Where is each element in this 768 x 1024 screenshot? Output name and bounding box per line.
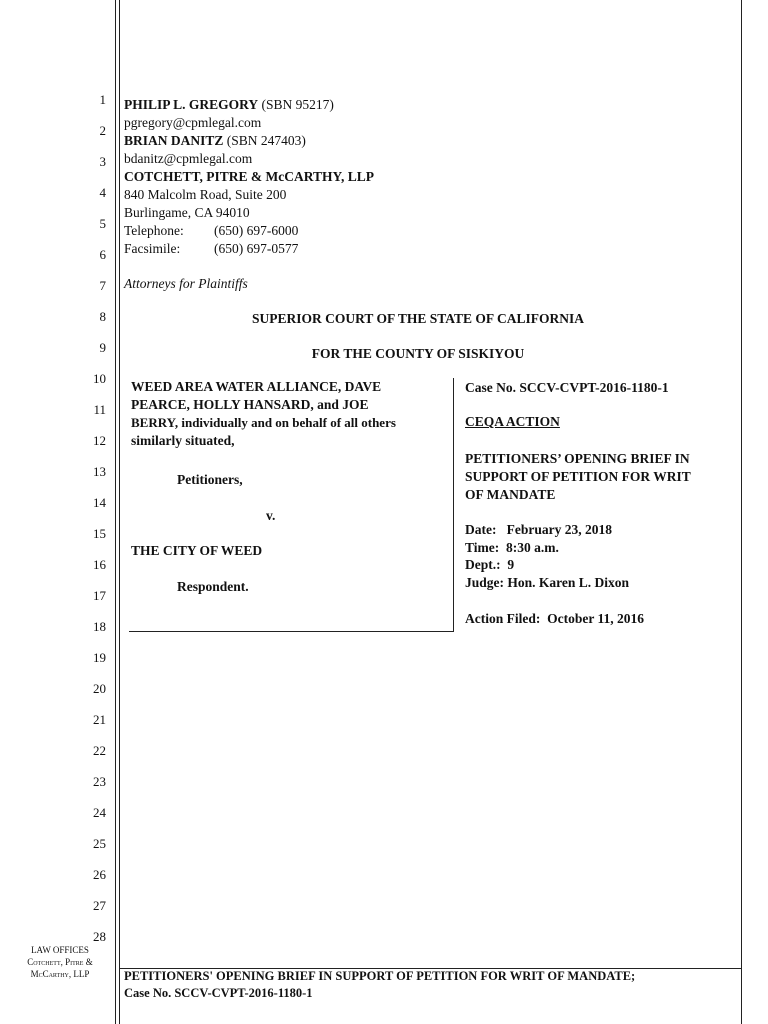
line-number: 23 — [93, 774, 106, 789]
attorney-sbn: (SBN 247403) — [223, 133, 306, 148]
court-county: FOR THE COUNTY OF SISKIYOU — [311, 346, 525, 361]
law-offices-firm: Cotchett, Pitre & — [27, 957, 93, 967]
line-number: 3 — [99, 154, 106, 169]
telephone-label: Telephone: — [124, 223, 184, 238]
versus: v. — [266, 508, 276, 523]
hearing-date: Date: February 23, 2018 — [465, 522, 612, 537]
line-number: 21 — [93, 712, 106, 727]
line-number: 22 — [93, 743, 106, 758]
action-type: CEQA ACTION — [465, 414, 560, 429]
action-filed: Action Filed: October 11, 2016 — [465, 611, 644, 626]
line-number: 24 — [93, 805, 106, 820]
respondent-label: Respondent. — [177, 579, 249, 594]
line-number: 4 — [99, 185, 106, 200]
line-number: 11 — [93, 402, 106, 417]
line-number: 1 — [99, 92, 106, 107]
counsel-line-3 — [124, 133, 306, 149]
attorney-email: bdanitz@cpmlegal.com — [124, 151, 253, 166]
line-number: 26 — [93, 867, 106, 882]
line-number: 10 — [93, 371, 106, 386]
line-number: 16 — [93, 557, 106, 572]
left-margin-rule-outer — [115, 0, 116, 1024]
attorney-email: pgregory@cpmlegal.com — [124, 115, 262, 130]
left-margin-rule-inner — [119, 0, 120, 1024]
court-name: SUPERIOR COURT OF THE STATE OF CALIFORNIA — [251, 311, 585, 326]
department: Dept.: 9 — [465, 557, 515, 572]
line-number: 2 — [99, 123, 106, 138]
line-number: 19 — [93, 650, 106, 665]
law-offices-heading: LAW OFFICES — [31, 945, 89, 955]
firm-address-line-2: Burlingame, CA 94010 — [124, 205, 250, 220]
law-offices-firm: McCarthy, LLP — [30, 969, 90, 979]
petitioners-label: Petitioners, — [177, 472, 243, 487]
petitioner-names: BERRY, individually and on behalf of all others — [131, 415, 396, 430]
case-number: Case No. SCCV-CVPT-2016-1180-1 — [465, 380, 669, 395]
telephone-number: (650) 697-6000 — [214, 223, 299, 238]
attorney-sbn: (SBN 95217) — [258, 97, 334, 112]
attorney-name: BRIAN DANITZ — [124, 133, 224, 148]
petitioner-names: similarly situated, — [131, 433, 235, 448]
document-title: PETITIONERS’ OPENING BRIEF IN — [465, 451, 690, 466]
line-number: 27 — [93, 898, 106, 913]
attorney-name: PHILIP L. GREGORY — [124, 97, 259, 112]
line-number: 8 — [99, 309, 106, 324]
attorneys-for: Attorneys for Plaintiffs — [124, 276, 248, 291]
line-number: 6 — [99, 247, 106, 262]
line-number: 9 — [99, 340, 106, 355]
firm-address-line-1: 840 Malcolm Road, Suite 200 — [124, 187, 287, 202]
footer-case-number: Case No. SCCV-CVPT-2016-1180-1 — [124, 986, 313, 1000]
counsel-line-1 — [124, 97, 334, 113]
line-number: 14 — [93, 495, 106, 510]
line-number: 7 — [99, 278, 106, 293]
document-title: SUPPORT OF PETITION FOR WRIT — [465, 469, 691, 484]
judge: Judge: Hon. Karen L. Dixon — [465, 575, 630, 590]
line-number: 15 — [93, 526, 106, 541]
facsimile-number: (650) 697-0577 — [214, 241, 299, 256]
respondent-name: THE CITY OF WEED — [131, 543, 263, 558]
right-margin-rule — [741, 0, 742, 1024]
line-number: 28 — [93, 929, 106, 944]
petitioner-names: WEED AREA WATER ALLIANCE, DAVE — [131, 379, 382, 394]
petitioner-names: PEARCE, HOLLY HANSARD, and JOE — [131, 397, 369, 412]
firm-name: COTCHETT, PITRE & McCARTHY, LLP — [124, 169, 375, 184]
facsimile-label: Facsimile: — [124, 241, 181, 256]
document-title: OF MANDATE — [465, 487, 556, 502]
line-number: 20 — [93, 681, 106, 696]
caption-vertical-rule — [453, 378, 454, 632]
line-number: 12 — [93, 433, 106, 448]
line-number: 17 — [93, 588, 106, 603]
hearing-time: Time: 8:30 a.m. — [465, 540, 559, 555]
footer-title: PETITIONERS' OPENING BRIEF IN SUPPORT OF PETITION FOR WRIT OF MANDATE; — [124, 969, 636, 983]
line-number: 5 — [99, 216, 106, 231]
line-number: 18 — [93, 619, 106, 634]
line-number: 13 — [93, 464, 106, 479]
line-number: 25 — [93, 836, 106, 851]
caption-bottom-rule — [129, 631, 454, 632]
